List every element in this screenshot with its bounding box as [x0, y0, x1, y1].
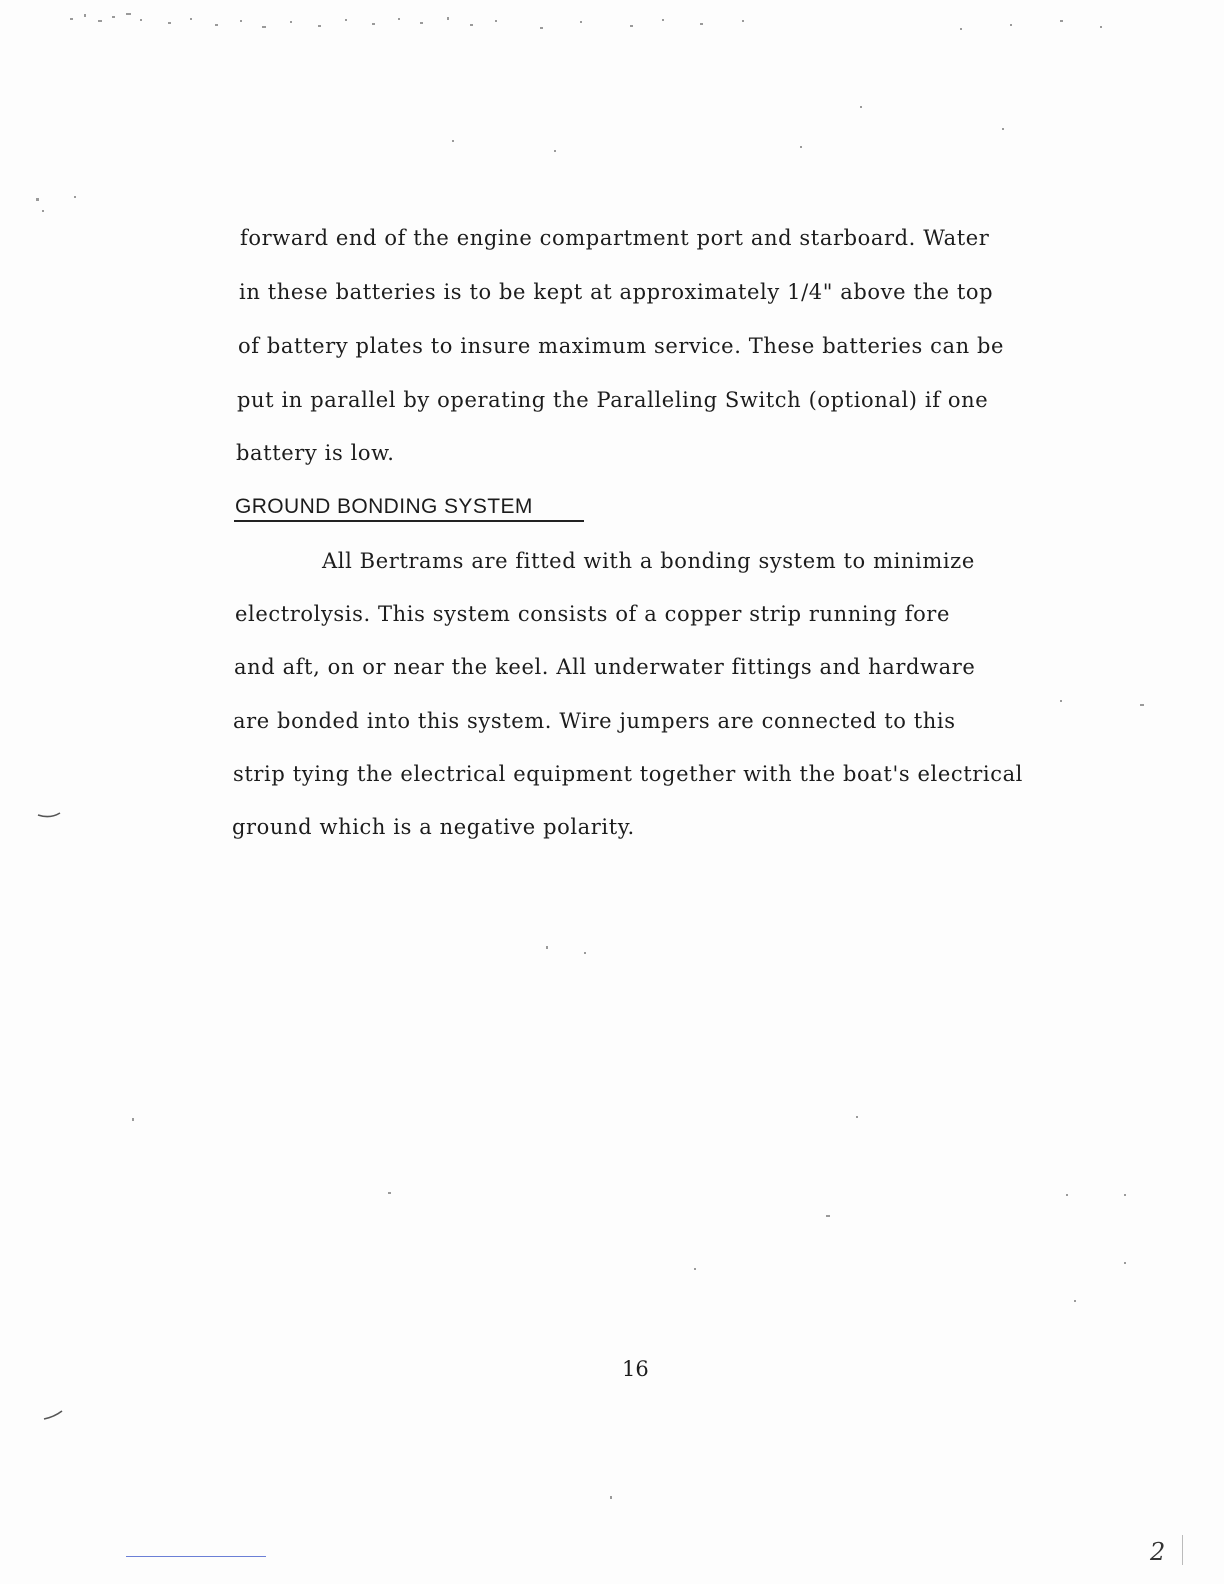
paragraph-2-line-4: are bonded into this system. Wire jumpers are connected to this: [233, 709, 956, 733]
paragraph-1-line-4: put in parallel by operating the Paralleling Switch (optional) if one: [237, 388, 989, 412]
paragraph-1-line-5: battery is low.: [236, 441, 395, 465]
corner-handwritten-mark: 2: [1150, 1538, 1166, 1566]
page-number: 16: [622, 1357, 649, 1381]
paragraph-1-line-1: forward end of the engine compartment port and starboard. Water: [240, 226, 990, 250]
paragraph-2-line-5: strip tying the electrical equipment together with the boat's electrical: [233, 762, 1024, 786]
paragraph-2-line-6: ground which is a negative polarity.: [232, 815, 635, 839]
paragraph-1-line-3: of battery plates to insure maximum service. These batteries can be: [238, 334, 1005, 358]
paragraph-2-line-2: electrolysis. This system consists of a copper strip running fore: [235, 602, 950, 626]
paragraph-2-line-1: All Bertrams are fitted with a bonding system to minimize: [322, 549, 975, 573]
paragraph-1-line-2: in these batteries is to be kept at approximately 1/4" above the top: [239, 280, 994, 304]
section-heading: GROUND BONDING SYSTEM: [235, 495, 533, 518]
section-heading-underline: [234, 520, 584, 522]
paragraph-2-line-3: and aft, on or near the keel. All underwater fittings and hardware: [234, 655, 976, 679]
right-edge-mark: [1182, 1535, 1183, 1565]
bottom-edge-line: [126, 1556, 266, 1557]
